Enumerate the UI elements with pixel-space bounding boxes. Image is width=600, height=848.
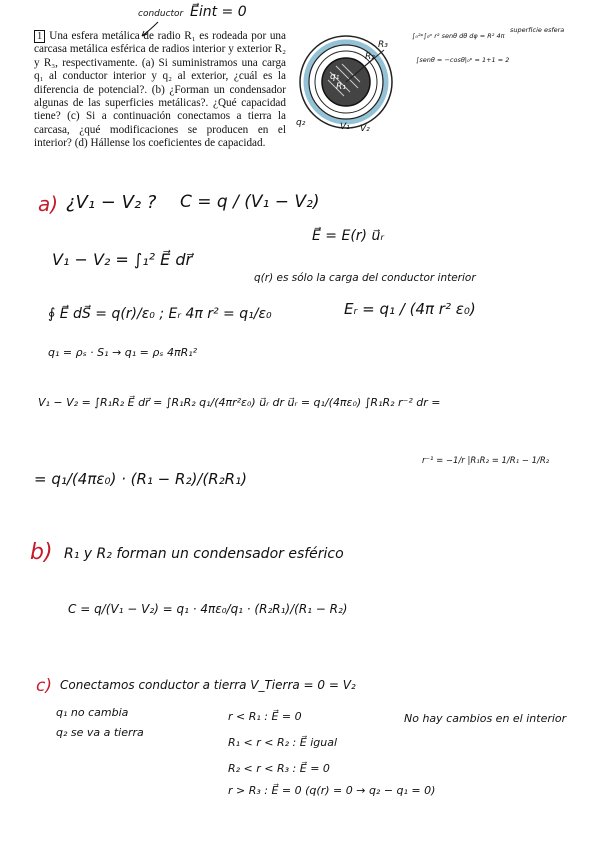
part-b-statement: R₁ y R₂ forman un condensador esférico	[64, 546, 344, 562]
part-b-capacitance: C = q/(V₁ − V₂) = q₁ · 4πε₀/q₁ · (R₂R₁)/(R₁ − R₂)	[68, 602, 348, 616]
part-a-result: = q₁/(4πε₀) · (R₁ − R₂)/(R₂R₁)	[34, 470, 247, 488]
side-note-line2: ∫senθ = −cosθ|₀ᵖ = 1+1 = 2	[416, 56, 510, 64]
part-c-region3: R₂ < r < R₃ : E⃗ = 0	[228, 762, 330, 775]
part-a-gauss-law: ∮ E⃗ dS⃗ = q(r)/ε₀ ; Eᵣ 4π r² = q₁/ε₀	[48, 306, 272, 322]
part-a-label: a)	[38, 192, 59, 216]
part-c-region2: R₁ < r < R₂ : E⃗ igual	[228, 736, 338, 749]
label-r1: R₁	[336, 82, 346, 92]
label-r3: R₃	[378, 40, 388, 50]
side-note-line1: ∫₀²ᵖ∫₀ᵖ r² senθ dθ dφ = R² 4π	[412, 32, 505, 40]
annotation-label: conductor	[138, 9, 184, 19]
part-c-statement: Conectamos conductor a tierra V_Tierra = 0 = V₂	[60, 678, 356, 692]
problem-number: 1	[34, 30, 45, 43]
part-c-label: c)	[36, 676, 52, 696]
label-r2: R₂	[365, 52, 375, 62]
part-a-integral-line: V₁ − V₂ = ∫R₁R₂ E⃗ dr⃗ = ∫R₁R₂ q₁/(4πr²ε₀) u⃗ᵣ dr u⃗ᵣ = q₁/(4πε₀) ∫R₁R₂ r⁻² dr =	[38, 396, 441, 409]
label-v2: V₂	[360, 124, 370, 134]
part-a-question: ¿V₁ − V₂ ?	[66, 192, 157, 213]
label-q2: q₂	[296, 118, 306, 128]
part-a-charge-note: q(r) es sólo la carga del conductor interior	[254, 272, 476, 284]
sphere-diagram	[290, 28, 410, 138]
part-a-charge-density: q₁ = ρₛ · S₁ → q₁ = ρₛ 4πR₁²	[48, 346, 198, 359]
part-c-region4: r > R₃ : E⃗ = 0 (q(r) = 0 → q₂ − q₁ = 0)	[228, 784, 436, 797]
part-c-region1: r < R₁ : E⃗ = 0	[228, 710, 302, 723]
annotation-formula: E⃗int = 0	[190, 4, 247, 20]
part-a-field-vector: E⃗ = E(r) u⃗ᵣ	[312, 228, 384, 244]
part-b-label: b)	[30, 540, 53, 565]
part-a-potential-def: V₁ − V₂ = ∫₁² E⃗ dr⃗	[52, 250, 193, 269]
part-c-note1: q₁ no cambia	[56, 706, 129, 719]
part-a-integral-side: r⁻¹ = −1/r |R₁R₂ = 1/R₁ − 1/R₂	[422, 456, 550, 466]
part-a-field-result: Eᵣ = q₁ / (4π r² ε₀)	[344, 300, 476, 318]
label-q1: q₁	[330, 72, 340, 82]
part-c-note2: q₂ se va a tierra	[56, 726, 144, 739]
part-c-conclusion: No hay cambios en el interior	[404, 712, 567, 725]
side-note-line1-note: superficie esfera	[510, 26, 565, 34]
label-v1: V₁	[340, 122, 350, 132]
problem-text: Una esfera metálica de radio R₁ es rodeada por una carcasa metálica esférica de radios interior y exterior R₂ y R₃, respectivamente. (a) Si suministramos una carga q₁ al conductor interior y q₂ al exterior, ¿cuál es la diferencia de potencial?. (b) ¿Forman un condensador algunas de las superficies metálicas?. ¿Qué capacidad tiene? (c) Si a continuación conectamos a tierra la carcasa, ¿qué modificaciones se producen en el interior? (d) Hállense los coeficientes de capacidad.	[34, 30, 286, 150]
part-a-capacitance: C = q / (V₁ − V₂)	[180, 192, 320, 212]
